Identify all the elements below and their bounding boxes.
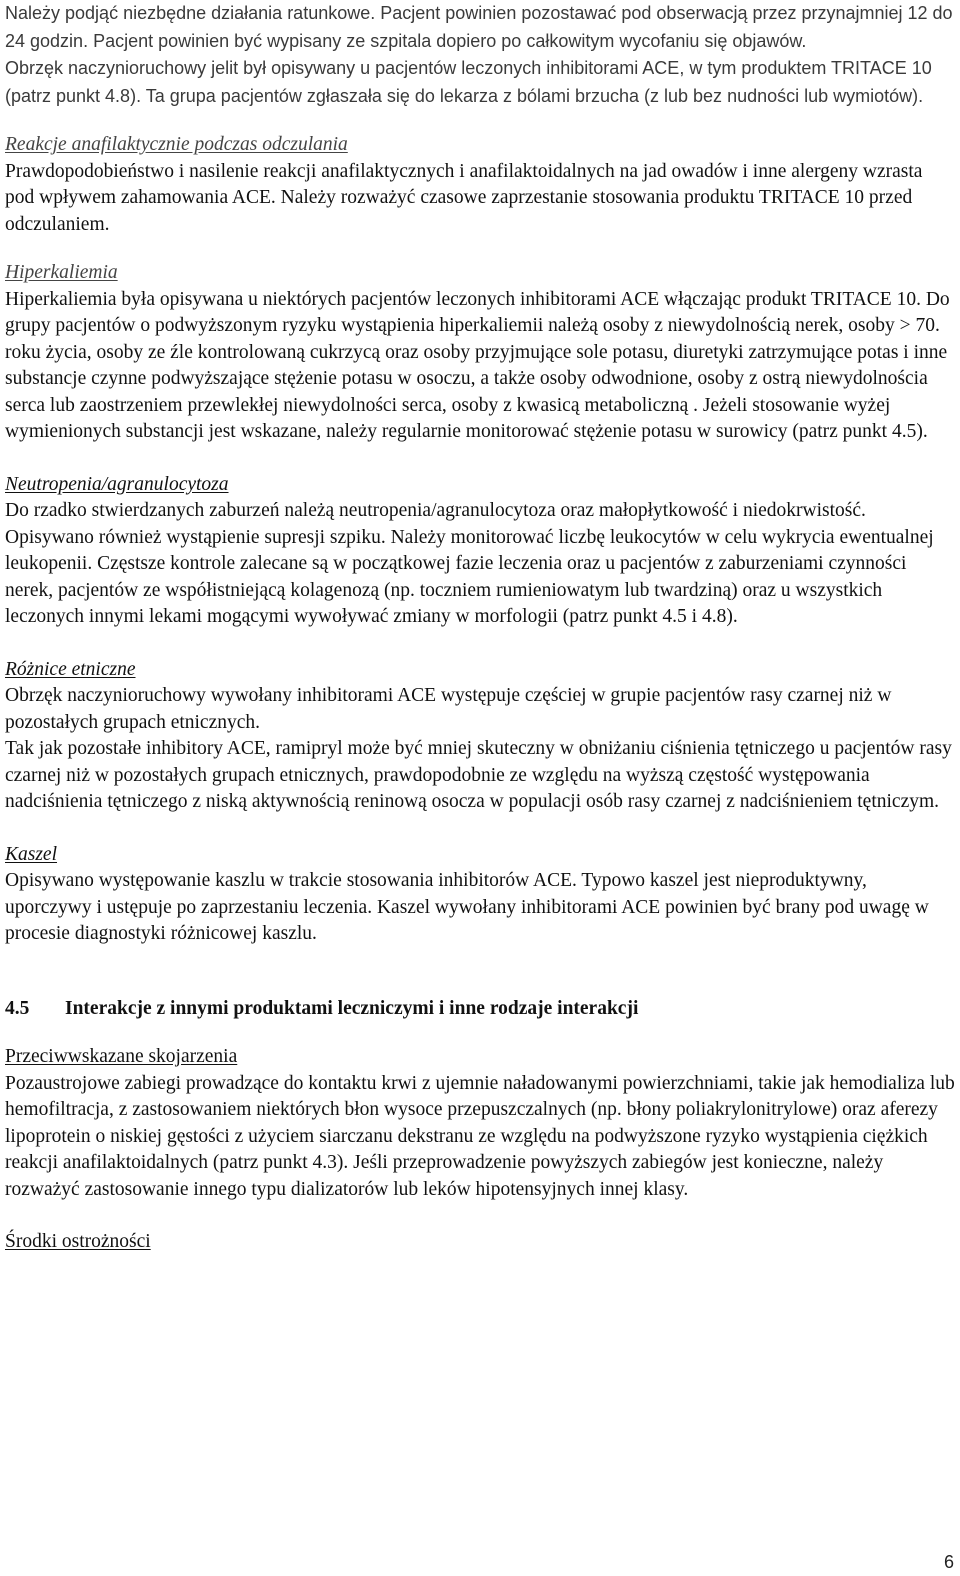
anaphylaxis-text: Prawdopodobieństwo i nasilenie reakcji anafilaktycznych i anafilaktoidalnych na jad owadów i inne alergeny wzrasta pod wpływem zahamowania ACE.	[5, 160, 923, 208]
section-4-5-title	[5, 996, 955, 1023]
paragraph-ethnic-2: Tak jak pozostałe inhibitory ACE, ramipryl może być mniej skuteczny w obniżaniu ciśnienia tętniczego u pacjentów rasy czarnej niż w pozostałych grupach etnicznych, prawdopodobnie ze względu na wyższą częstość występowania nadciśnienia tętniczego z niską aktywnością reninową osocza w populacji osób rasy czarnej z nadciśnieniem tętniczym.	[5, 738, 952, 812]
intestinal-angioedema-text-2: Ta grupa pacjentów zgłaszała się do lekarza z bólami brzucha (z lub bez nudności lub wymiotów).	[141, 85, 924, 106]
paragraph-neutropenia: Do rzadko stwierdzanych zaburzeń należą neutropenia/agranulocytoza oraz małopłytkowość i niedokrwistość. Opisywano również wystąpienie supresji szpiku. Należy monitorować liczbę leukocytów w celu wykrycia ewentualnej leukopenii. Częstsze kontrole zalecane są w początkowej fazie leczenia oraz u pacjentów z zaburzeniami czynności nerek, pacjentów ze współistniejącą kolagenozą (np. toczniem rumieniowatym lub twardziną) oraz u wszystkich leczonych innymi lekami mogącymi wywoływać zmiany w morfologii (patrz punkt 4.5 i 4.8).	[5, 500, 934, 627]
paragraph-intestinal-angioedema	[5, 55, 955, 110]
heading-anaphylaxis: Reakcje anafilaktycznie podczas odczulania	[5, 134, 348, 155]
page-number: 6	[943, 1552, 954, 1572]
paragraph-anaphylaxis	[5, 159, 955, 239]
section-title-text: Interakcje z innymi produktami leczniczymi i inne rodzaje interakcji	[65, 997, 639, 1019]
heading-neutropenia: Neutropenia/agranulocytoza	[5, 473, 229, 495]
anaphylaxis-text-2: Należy rozważyć czasowe zaprzestanie stosowania produktu TRITACE 10 przed odczulaniem.	[5, 187, 913, 235]
heading-contraindicated: Przeciwwskazane skojarzenia	[5, 1046, 238, 1067]
heading-ethnic: Różnice etniczne	[5, 658, 136, 680]
paragraph-emergency	[5, 0, 955, 55]
heading-hyperkalemia: Hiperkaliemia	[5, 262, 118, 283]
paragraph-hyperkalemia: Hiperkaliemia była opisywana u niektórych pacjentów leczonych inhibitorami ACE włączając produkt TRITACE 10. Do grupy pacjentów o podwyższonym ryzyku wystąpienia hiperkaliemii należą osoby z niewydolnością nerek, osoby > 70. roku życia, osoby ze źle kontrolowaną cukrzycą oraz osoby przyjmujące sole potasu, diuretyki zatrzymujące potas i inne substancje czynne podwyższające stężenie potasu w osoczu, a także osoby odwodnione, osoby z ostrą niewydolnościa serca lub zaostrzeniem przewlekłej niewydolności serca, osoby z kwasicą metaboliczną . Jeżeli stosowanie wyżej wymienionych substancji jest wskazane, należy regularnie monitorować stężenie potasu w surowicy (patrz punkt 4.5).	[5, 288, 950, 442]
paragraph-cough: Opisywano występowanie kaszlu w trakcie stosowania inhibitorów ACE. Typowo kaszel jest nieproduktywny, uporczywy i ustępuje po zaprzestaniu leczenia. Kaszel wywołany inhibitorami ACE powinien być brany pod uwagę w procesie diagnostyki różnicowej kaszlu.	[5, 870, 929, 944]
heading-cough: Kaszel	[5, 843, 58, 865]
paragraph-ethnic-1: Obrzęk naczynioruchowy wywołany inhibitorami ACE występuje częściej w grupie pacjentów rasy czarnej niż w pozostałych grupach etnicznych.	[5, 685, 892, 733]
intestinal-angioedema-text: Obrzęk naczynioruchowy jelit był opisywany u pacjentów leczonych inhibitorami ACE, w tym produktem TRITACE 10 (patrz punkt 4.8).	[5, 58, 932, 106]
document-page	[5, 0, 955, 1256]
emergency-text: Należy podjąć niezbędne działania ratunkowe. Pacjent powinien pozostawać pod obserwacją przez przynajmniej 12 do 24 godzin. Pacjent powinien być wypisany ze szpitala dopiero po całkowitym wycofaniu się objawów.	[5, 3, 953, 51]
section-number: 4.5	[5, 997, 30, 1019]
heading-precautions: Środki ostrożności	[5, 1231, 151, 1252]
paragraph-contraindicated: Pozaustrojowe zabiegi prowadzące do kontaktu krwi z ujemnie naładowanymi powierzchniami, takie jak hemodializa lub hemofiltracja, z zastosowaniem niektórych błon wysoce przepuszczalnych (np. błony poliakrylonitrylowe) oraz aferezy lipoprotein o niskiej gęstości z użyciem siarczanu dekstranu ze względu na podwyższone ryzyko wystąpienia ciężkich reakcji anafilaktoidalnych (patrz punkt 4.3). Jeśli przeprowadzenie powyższych zabiegów jest konieczne, należy rozważyć zastosowanie innego typu dializatorów lub leków hipotensyjnych innej klasy.	[5, 1072, 955, 1200]
